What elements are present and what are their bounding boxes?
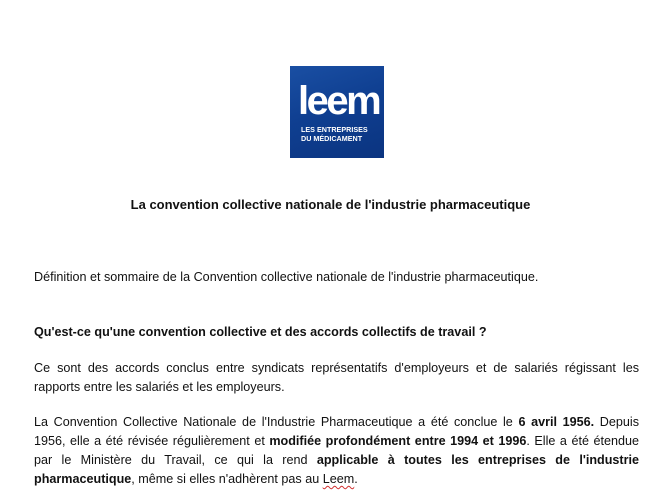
history-text-2: Depuis 1956, elle a été révisée régulièrement et xyxy=(34,415,639,448)
document-title: La convention collective nationale de l'industrie pharmaceutique xyxy=(130,197,531,212)
logo-wordmark: leem xyxy=(298,79,380,123)
leem-logo xyxy=(290,66,384,158)
history-text-5: . xyxy=(354,472,358,486)
answer-paragraph: Ce sont des accords conclus entre syndicats représentatifs d'employeurs et de salariés régissant les rapports entre les salariés et les employeurs. xyxy=(34,361,639,394)
history-text-3: . Elle a été étendue par le Ministère du Travail, ce qui la rend xyxy=(34,434,639,467)
history-revision: modifiée profondément entre 1994 et 1996 xyxy=(269,434,527,448)
logo-line2: DU MÉDICAMENT xyxy=(301,134,363,143)
logo-line1: LES ENTREPRISES xyxy=(301,125,368,134)
leem-spellcheck-word: Leem xyxy=(322,472,355,486)
history-date: 6 avril 1956. xyxy=(518,415,595,429)
leem-logo-graphic xyxy=(290,66,384,158)
question-heading: Qu'est-ce qu'une convention collective et des accords collectifs de travail ? xyxy=(34,325,487,339)
history-paragraph xyxy=(34,413,639,489)
history-text-4: , même si elles n'adhèrent pas au xyxy=(131,472,323,486)
history-text-1: La Convention Collective Nationale de l'Industrie Pharmaceutique a été conclue le xyxy=(34,415,519,429)
intro-paragraph: Définition et sommaire de la Convention collective nationale de l'industrie pharmaceutique. xyxy=(34,270,539,284)
history-applicability: applicable à toutes les entreprises de l'industrie pharmaceutique xyxy=(34,453,639,486)
